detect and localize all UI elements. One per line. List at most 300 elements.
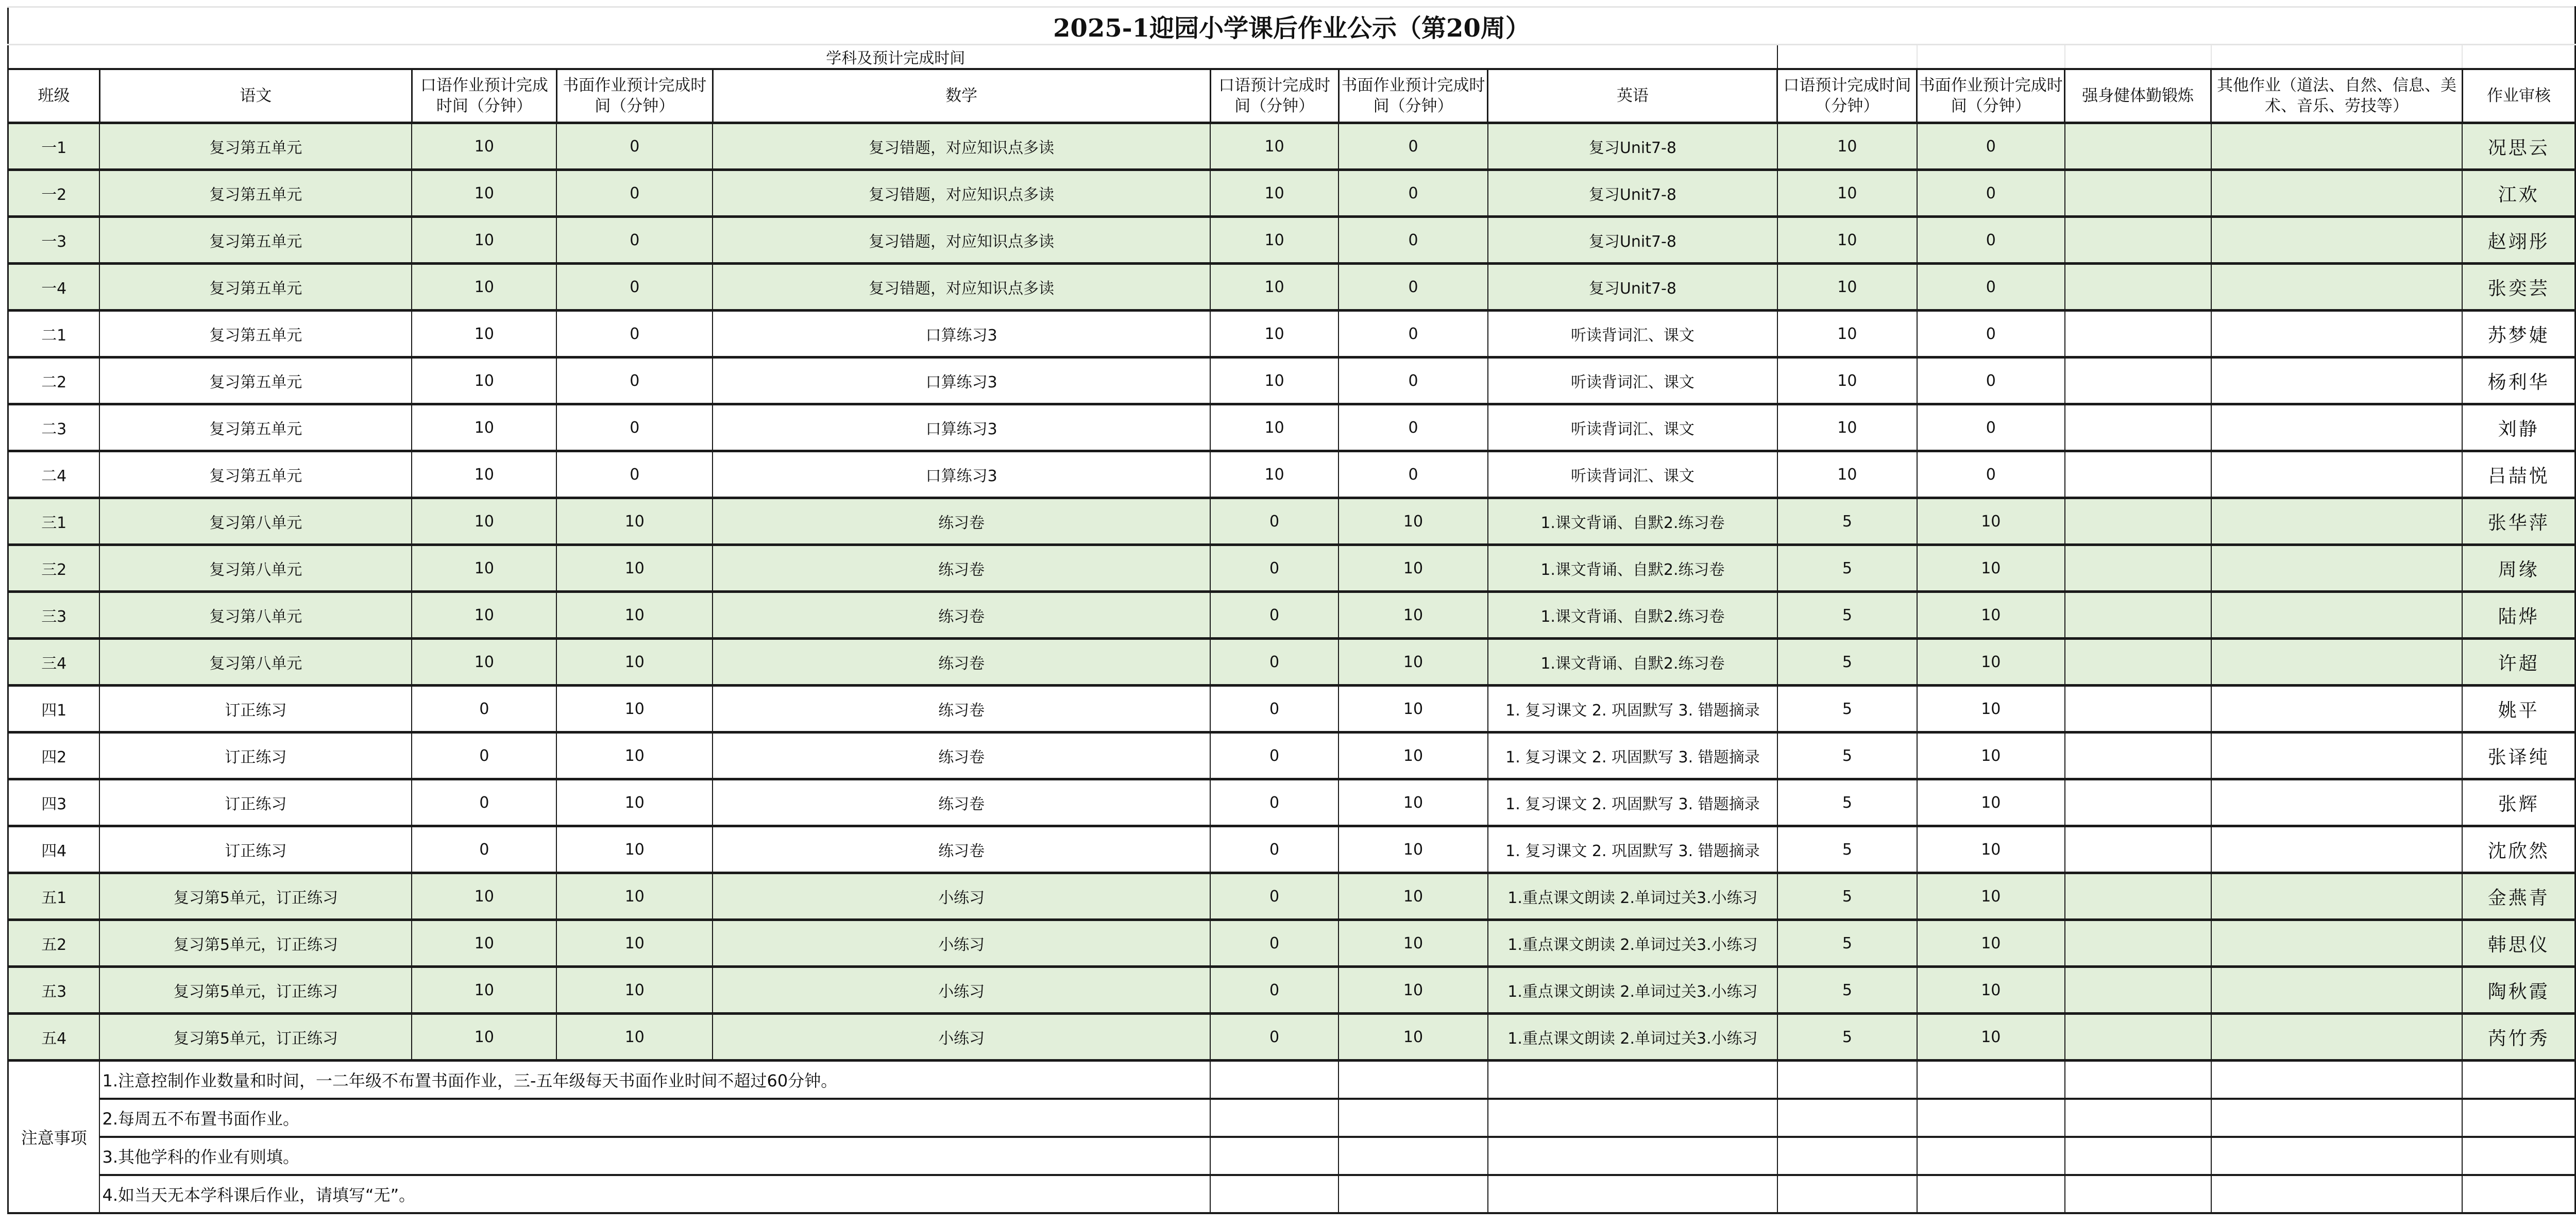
- empty-note-cell[interactable]: [1338, 1137, 1488, 1175]
- math-cell[interactable]: 小练习: [713, 967, 1210, 1014]
- chinese-cell[interactable]: 复习第五单元: [99, 123, 412, 170]
- math-oral-cell[interactable]: 0: [1210, 639, 1338, 686]
- math-written-cell[interactable]: 0: [1338, 357, 1488, 404]
- math-oral-cell[interactable]: 0: [1210, 1014, 1338, 1061]
- reviewer-cell[interactable]: 江欢: [2462, 170, 2575, 217]
- english-cell[interactable]: 1. 复习课文 2. 巩固默写 3. 错题摘录: [1488, 733, 1777, 779]
- english-cell[interactable]: 1.课文背诵、自默2.练习卷: [1488, 545, 1777, 592]
- math-cell[interactable]: 复习错题，对应知识点多读: [713, 264, 1210, 311]
- english-cell[interactable]: 1.课文背诵、自默2.练习卷: [1488, 498, 1777, 545]
- english-oral-cell[interactable]: 10: [1777, 170, 1917, 217]
- english-oral-cell[interactable]: 10: [1777, 357, 1917, 404]
- exercise-cell[interactable]: [2065, 451, 2211, 498]
- table-row: [8, 498, 2575, 545]
- chinese-written-cell[interactable]: 10: [556, 545, 713, 592]
- empty-note-cell[interactable]: [1488, 1137, 1777, 1175]
- chinese-oral-cell[interactable]: 10: [412, 967, 556, 1014]
- chinese-written-cell[interactable]: 10: [556, 779, 713, 826]
- chinese-written-cell[interactable]: 10: [556, 592, 713, 639]
- empty-note-cell[interactable]: [1210, 1175, 1338, 1213]
- math-cell[interactable]: 口算练习3: [713, 357, 1210, 404]
- math-cell[interactable]: 复习错题，对应知识点多读: [713, 170, 1210, 217]
- class-cell[interactable]: 二2: [8, 357, 100, 404]
- english-written-cell[interactable]: 0: [1917, 451, 2065, 498]
- chinese-cell[interactable]: 订正练习: [99, 779, 412, 826]
- other-cell[interactable]: [2211, 826, 2463, 873]
- math-written-cell[interactable]: 0: [1338, 404, 1488, 451]
- chinese-oral-cell[interactable]: 10: [412, 592, 556, 639]
- reviewer-cell[interactable]: 吕喆悦: [2462, 451, 2575, 498]
- empty-note-cell[interactable]: [1777, 1137, 1917, 1175]
- english-oral-cell[interactable]: 10: [1777, 264, 1917, 311]
- math-written-cell[interactable]: 10: [1338, 592, 1488, 639]
- empty-note-cell[interactable]: [2462, 1099, 2575, 1137]
- english-oral-cell[interactable]: 5: [1777, 545, 1917, 592]
- english-cell[interactable]: 1.重点课文朗读 2.单词过关3.小练习: [1488, 920, 1777, 967]
- math-oral-cell[interactable]: 10: [1210, 123, 1338, 170]
- table-row: [8, 451, 2575, 498]
- reviewer-cell[interactable]: 芮竹秀: [2462, 1014, 2575, 1061]
- english-written-cell[interactable]: 10: [1917, 826, 2065, 873]
- other-cell[interactable]: [2211, 498, 2463, 545]
- empty-note-cell[interactable]: [1777, 1061, 1917, 1099]
- class-cell[interactable]: 三4: [8, 639, 100, 686]
- math-oral-cell[interactable]: 0: [1210, 733, 1338, 779]
- chinese-cell[interactable]: 复习第八单元: [99, 639, 412, 686]
- math-written-cell[interactable]: 0: [1338, 264, 1488, 311]
- english-oral-cell[interactable]: 5: [1777, 967, 1917, 1014]
- chinese-written-cell[interactable]: 0: [556, 264, 713, 311]
- english-oral-cell[interactable]: 10: [1777, 404, 1917, 451]
- math-cell[interactable]: 复习错题，对应知识点多读: [713, 217, 1210, 264]
- chinese-cell[interactable]: 订正练习: [99, 826, 412, 873]
- english-written-cell[interactable]: 0: [1917, 311, 2065, 357]
- chinese-written-cell[interactable]: 0: [556, 311, 713, 357]
- chinese-cell[interactable]: 复习第八单元: [99, 592, 412, 639]
- exercise-cell[interactable]: [2065, 123, 2211, 170]
- chinese-oral-cell[interactable]: 10: [412, 311, 556, 357]
- chinese-oral-cell[interactable]: 0: [412, 779, 556, 826]
- english-oral-cell[interactable]: 5: [1777, 826, 1917, 873]
- math-written-cell[interactable]: 10: [1338, 967, 1488, 1014]
- other-cell[interactable]: [2211, 967, 2463, 1014]
- math-cell[interactable]: 练习卷: [713, 639, 1210, 686]
- exercise-cell[interactable]: [2065, 826, 2211, 873]
- other-cell[interactable]: [2211, 123, 2463, 170]
- chinese-written-cell[interactable]: 10: [556, 1014, 713, 1061]
- chinese-written-cell[interactable]: 0: [556, 123, 713, 170]
- english-written-cell[interactable]: 10: [1917, 920, 2065, 967]
- english-oral-cell[interactable]: 5: [1777, 686, 1917, 733]
- exercise-cell[interactable]: [2065, 733, 2211, 779]
- english-cell[interactable]: 1.重点课文朗读 2.单词过关3.小练习: [1488, 873, 1777, 920]
- math-cell[interactable]: 练习卷: [713, 686, 1210, 733]
- math-cell[interactable]: 复习错题，对应知识点多读: [713, 123, 1210, 170]
- english-oral-cell[interactable]: 5: [1777, 639, 1917, 686]
- exercise-cell[interactable]: [2065, 264, 2211, 311]
- reviewer-cell[interactable]: 沈欣然: [2462, 826, 2575, 873]
- class-cell[interactable]: 一4: [8, 264, 100, 311]
- chinese-oral-cell[interactable]: 10: [412, 217, 556, 264]
- chinese-oral-cell[interactable]: 0: [412, 733, 556, 779]
- exercise-cell[interactable]: [2065, 217, 2211, 264]
- class-cell[interactable]: 二4: [8, 451, 100, 498]
- empty-note-cell[interactable]: [2211, 1099, 2463, 1137]
- math-cell[interactable]: 练习卷: [713, 733, 1210, 779]
- other-cell[interactable]: [2211, 733, 2463, 779]
- exercise-cell[interactable]: [2065, 639, 2211, 686]
- reviewer-cell[interactable]: 刘静: [2462, 404, 2575, 451]
- class-cell[interactable]: 三1: [8, 498, 100, 545]
- english-written-cell[interactable]: 0: [1917, 357, 2065, 404]
- english-cell[interactable]: 1. 复习课文 2. 巩固默写 3. 错题摘录: [1488, 686, 1777, 733]
- chinese-oral-cell[interactable]: 10: [412, 123, 556, 170]
- math-cell[interactable]: 口算练习3: [713, 311, 1210, 357]
- english-written-cell[interactable]: 10: [1917, 498, 2065, 545]
- reviewer-cell[interactable]: 张华萍: [2462, 498, 2575, 545]
- empty-note-cell[interactable]: [1917, 1175, 2065, 1213]
- header-math-oral: 口语预计完成时间（分钟）: [1210, 69, 1338, 123]
- empty-note-cell[interactable]: [2065, 1175, 2211, 1213]
- math-written-cell[interactable]: 0: [1338, 311, 1488, 357]
- table-row: [8, 170, 2575, 217]
- math-oral-cell[interactable]: 0: [1210, 826, 1338, 873]
- math-written-cell[interactable]: 10: [1338, 1014, 1488, 1061]
- exercise-cell[interactable]: [2065, 686, 2211, 733]
- exercise-cell[interactable]: [2065, 1014, 2211, 1061]
- english-written-cell[interactable]: 0: [1917, 123, 2065, 170]
- english-cell[interactable]: 复习Unit7-8: [1488, 170, 1777, 217]
- exercise-cell[interactable]: [2065, 920, 2211, 967]
- chinese-written-cell[interactable]: 10: [556, 686, 713, 733]
- math-cell[interactable]: 练习卷: [713, 592, 1210, 639]
- math-written-cell[interactable]: 0: [1338, 451, 1488, 498]
- math-written-cell[interactable]: 10: [1338, 639, 1488, 686]
- other-cell[interactable]: [2211, 686, 2463, 733]
- english-oral-cell[interactable]: 5: [1777, 498, 1917, 545]
- other-cell[interactable]: [2211, 1014, 2463, 1061]
- english-oral-cell[interactable]: 5: [1777, 873, 1917, 920]
- empty-note-cell[interactable]: [2065, 1061, 2211, 1099]
- english-cell[interactable]: 听读背词汇、课文: [1488, 311, 1777, 357]
- other-cell[interactable]: [2211, 451, 2463, 498]
- math-cell[interactable]: 练习卷: [713, 545, 1210, 592]
- chinese-written-cell[interactable]: 10: [556, 967, 713, 1014]
- english-oral-cell[interactable]: 10: [1777, 451, 1917, 498]
- english-cell[interactable]: 1. 复习课文 2. 巩固默写 3. 错题摘录: [1488, 779, 1777, 826]
- empty-note-cell[interactable]: [1917, 1137, 2065, 1175]
- class-cell[interactable]: 五4: [8, 1014, 100, 1061]
- math-written-cell[interactable]: 10: [1338, 826, 1488, 873]
- empty-note-cell[interactable]: [1338, 1099, 1488, 1137]
- english-written-cell[interactable]: 10: [1917, 1014, 2065, 1061]
- class-cell[interactable]: 五1: [8, 873, 100, 920]
- english-cell[interactable]: 1.重点课文朗读 2.单词过关3.小练习: [1488, 1014, 1777, 1061]
- math-oral-cell[interactable]: 10: [1210, 311, 1338, 357]
- chinese-cell[interactable]: 复习第八单元: [99, 498, 412, 545]
- english-written-cell[interactable]: 10: [1917, 733, 2065, 779]
- chinese-oral-cell[interactable]: 10: [412, 264, 556, 311]
- chinese-written-cell[interactable]: 10: [556, 920, 713, 967]
- other-cell[interactable]: [2211, 170, 2463, 217]
- math-cell[interactable]: 口算练习3: [713, 451, 1210, 498]
- english-cell[interactable]: 1.重点课文朗读 2.单词过关3.小练习: [1488, 967, 1777, 1014]
- chinese-cell[interactable]: 复习第八单元: [99, 545, 412, 592]
- chinese-oral-cell[interactable]: 10: [412, 357, 556, 404]
- math-cell[interactable]: 练习卷: [713, 826, 1210, 873]
- reviewer-cell[interactable]: 张奕芸: [2462, 264, 2575, 311]
- chinese-cell[interactable]: 复习第5单元，订正练习: [99, 1014, 412, 1061]
- class-cell[interactable]: 四2: [8, 733, 100, 779]
- empty-note-cell[interactable]: [1777, 1175, 1917, 1213]
- chinese-oral-cell[interactable]: 0: [412, 686, 556, 733]
- reviewer-cell[interactable]: 陆烨: [2462, 592, 2575, 639]
- math-written-cell[interactable]: 0: [1338, 217, 1488, 264]
- other-cell[interactable]: [2211, 920, 2463, 967]
- english-oral-cell[interactable]: 5: [1777, 920, 1917, 967]
- chinese-cell[interactable]: 复习第5单元，订正练习: [99, 920, 412, 967]
- math-oral-cell[interactable]: 0: [1210, 686, 1338, 733]
- english-oral-cell[interactable]: 10: [1777, 217, 1917, 264]
- math-written-cell[interactable]: 0: [1338, 123, 1488, 170]
- notes-row: [8, 1061, 2575, 1099]
- math-oral-cell[interactable]: 10: [1210, 451, 1338, 498]
- reviewer-cell[interactable]: 杨利华: [2462, 357, 2575, 404]
- empty-note-cell[interactable]: [2211, 1175, 2463, 1213]
- math-written-cell[interactable]: 0: [1338, 170, 1488, 217]
- class-cell[interactable]: 四4: [8, 826, 100, 873]
- other-cell[interactable]: [2211, 545, 2463, 592]
- english-oral-cell[interactable]: 5: [1777, 592, 1917, 639]
- exercise-cell[interactable]: [2065, 967, 2211, 1014]
- math-written-cell[interactable]: 10: [1338, 545, 1488, 592]
- chinese-cell[interactable]: 复习第五单元: [99, 170, 412, 217]
- english-written-cell[interactable]: 10: [1917, 639, 2065, 686]
- chinese-oral-cell[interactable]: 10: [412, 639, 556, 686]
- class-cell[interactable]: 二3: [8, 404, 100, 451]
- english-oral-cell[interactable]: 5: [1777, 733, 1917, 779]
- chinese-written-cell[interactable]: 0: [556, 217, 713, 264]
- math-oral-cell[interactable]: 0: [1210, 967, 1338, 1014]
- empty-note-cell[interactable]: [1338, 1175, 1488, 1213]
- english-written-cell[interactable]: 10: [1917, 779, 2065, 826]
- english-written-cell[interactable]: 0: [1917, 217, 2065, 264]
- reviewer-cell[interactable]: 姚平: [2462, 686, 2575, 733]
- math-cell[interactable]: 练习卷: [713, 498, 1210, 545]
- chinese-cell[interactable]: 复习第5单元，订正练习: [99, 873, 412, 920]
- exercise-cell[interactable]: [2065, 498, 2211, 545]
- other-cell[interactable]: [2211, 311, 2463, 357]
- math-oral-cell[interactable]: 0: [1210, 498, 1338, 545]
- empty-note-cell[interactable]: [2462, 1061, 2575, 1099]
- exercise-cell[interactable]: [2065, 357, 2211, 404]
- empty-note-cell[interactable]: [1488, 1061, 1777, 1099]
- empty-note-cell[interactable]: [1210, 1137, 1338, 1175]
- math-oral-cell[interactable]: 10: [1210, 357, 1338, 404]
- chinese-cell[interactable]: 复习第五单元: [99, 357, 412, 404]
- reviewer-cell[interactable]: 陶秋霞: [2462, 967, 2575, 1014]
- chinese-oral-cell[interactable]: 0: [412, 826, 556, 873]
- math-written-cell[interactable]: 10: [1338, 686, 1488, 733]
- english-written-cell[interactable]: 0: [1917, 404, 2065, 451]
- math-written-cell[interactable]: 10: [1338, 498, 1488, 545]
- chinese-written-cell[interactable]: 10: [556, 826, 713, 873]
- english-written-cell[interactable]: 10: [1917, 592, 2065, 639]
- chinese-oral-cell[interactable]: 10: [412, 404, 556, 451]
- math-oral-cell[interactable]: 0: [1210, 779, 1338, 826]
- english-cell[interactable]: 复习Unit7-8: [1488, 264, 1777, 311]
- math-cell[interactable]: 小练习: [713, 1014, 1210, 1061]
- exercise-cell[interactable]: [2065, 311, 2211, 357]
- english-written-cell[interactable]: 10: [1917, 686, 2065, 733]
- class-cell[interactable]: 三3: [8, 592, 100, 639]
- empty-note-cell[interactable]: [2065, 1137, 2211, 1175]
- exercise-cell[interactable]: [2065, 404, 2211, 451]
- chinese-written-cell[interactable]: 10: [556, 498, 713, 545]
- english-cell[interactable]: 听读背词汇、课文: [1488, 404, 1777, 451]
- chinese-cell[interactable]: 复习第五单元: [99, 404, 412, 451]
- empty-note-cell[interactable]: [1488, 1175, 1777, 1213]
- empty-note-cell[interactable]: [1338, 1061, 1488, 1099]
- chinese-oral-cell[interactable]: 10: [412, 873, 556, 920]
- math-oral-cell[interactable]: 10: [1210, 170, 1338, 217]
- class-cell[interactable]: 一3: [8, 217, 100, 264]
- other-cell[interactable]: [2211, 779, 2463, 826]
- other-cell[interactable]: [2211, 592, 2463, 639]
- class-cell[interactable]: 四3: [8, 779, 100, 826]
- chinese-cell[interactable]: 复习第五单元: [99, 264, 412, 311]
- chinese-cell[interactable]: 复习第5单元，订正练习: [99, 967, 412, 1014]
- class-cell[interactable]: 三2: [8, 545, 100, 592]
- english-written-cell[interactable]: 0: [1917, 170, 2065, 217]
- reviewer-cell[interactable]: 况思云: [2462, 123, 2575, 170]
- class-cell[interactable]: 五2: [8, 920, 100, 967]
- chinese-written-cell[interactable]: 10: [556, 639, 713, 686]
- reviewer-cell[interactable]: 金燕青: [2462, 873, 2575, 920]
- chinese-written-cell[interactable]: 10: [556, 873, 713, 920]
- english-oral-cell[interactable]: 10: [1777, 311, 1917, 357]
- empty-note-cell[interactable]: [2211, 1137, 2463, 1175]
- other-cell[interactable]: [2211, 873, 2463, 920]
- chinese-oral-cell[interactable]: 10: [412, 1014, 556, 1061]
- reviewer-cell[interactable]: 苏梦婕: [2462, 311, 2575, 357]
- other-cell[interactable]: [2211, 404, 2463, 451]
- empty-note-cell[interactable]: [2462, 1175, 2575, 1213]
- english-written-cell[interactable]: 10: [1917, 545, 2065, 592]
- math-oral-cell[interactable]: 0: [1210, 920, 1338, 967]
- english-written-cell[interactable]: 0: [1917, 264, 2065, 311]
- reviewer-cell[interactable]: 韩思仪: [2462, 920, 2575, 967]
- chinese-oral-cell[interactable]: 10: [412, 451, 556, 498]
- table-row: [8, 311, 2575, 357]
- math-oral-cell[interactable]: 10: [1210, 404, 1338, 451]
- reviewer-cell[interactable]: 周缘: [2462, 545, 2575, 592]
- header-chinese-written: 书面作业预计完成时间（分钟）: [556, 69, 713, 123]
- class-cell[interactable]: 四1: [8, 686, 100, 733]
- exercise-cell[interactable]: [2065, 873, 2211, 920]
- chinese-written-cell[interactable]: 0: [556, 170, 713, 217]
- chinese-cell[interactable]: 复习第五单元: [99, 451, 412, 498]
- math-cell[interactable]: 口算练习3: [713, 404, 1210, 451]
- empty-note-cell[interactable]: [2211, 1061, 2463, 1099]
- other-cell[interactable]: [2211, 639, 2463, 686]
- exercise-cell[interactable]: [2065, 779, 2211, 826]
- math-written-cell[interactable]: 10: [1338, 873, 1488, 920]
- english-cell[interactable]: 听读背词汇、课文: [1488, 451, 1777, 498]
- math-cell[interactable]: 小练习: [713, 873, 1210, 920]
- reviewer-cell[interactable]: 张辉: [2462, 779, 2575, 826]
- exercise-cell[interactable]: [2065, 170, 2211, 217]
- math-written-cell[interactable]: 10: [1338, 733, 1488, 779]
- english-oral-cell[interactable]: 10: [1777, 123, 1917, 170]
- class-cell[interactable]: 一1: [8, 123, 100, 170]
- empty-note-cell[interactable]: [2462, 1137, 2575, 1175]
- english-cell[interactable]: 1.课文背诵、自默2.练习卷: [1488, 592, 1777, 639]
- english-oral-cell[interactable]: 5: [1777, 779, 1917, 826]
- english-written-cell[interactable]: 10: [1917, 967, 2065, 1014]
- math-written-cell[interactable]: 10: [1338, 920, 1488, 967]
- empty-note-cell[interactable]: [2065, 1099, 2211, 1137]
- math-oral-cell[interactable]: 10: [1210, 217, 1338, 264]
- math-cell[interactable]: 练习卷: [713, 779, 1210, 826]
- exercise-cell[interactable]: [2065, 592, 2211, 639]
- chinese-oral-cell[interactable]: 10: [412, 498, 556, 545]
- chinese-oral-cell[interactable]: 10: [412, 545, 556, 592]
- reviewer-cell[interactable]: 张译纯: [2462, 733, 2575, 779]
- chinese-written-cell[interactable]: 0: [556, 357, 713, 404]
- english-written-cell[interactable]: 10: [1917, 873, 2065, 920]
- class-cell[interactable]: 一2: [8, 170, 100, 217]
- chinese-cell[interactable]: 订正练习: [99, 686, 412, 733]
- other-cell[interactable]: [2211, 217, 2463, 264]
- english-cell[interactable]: 1.课文背诵、自默2.练习卷: [1488, 639, 1777, 686]
- other-cell[interactable]: [2211, 357, 2463, 404]
- english-oral-cell[interactable]: 5: [1777, 1014, 1917, 1061]
- english-cell[interactable]: 1. 复习课文 2. 巩固默写 3. 错题摘录: [1488, 826, 1777, 873]
- math-cell[interactable]: 小练习: [713, 920, 1210, 967]
- chinese-cell[interactable]: 复习第五单元: [99, 217, 412, 264]
- math-oral-cell[interactable]: 0: [1210, 545, 1338, 592]
- chinese-oral-cell[interactable]: 10: [412, 920, 556, 967]
- reviewer-cell[interactable]: 许超: [2462, 639, 2575, 686]
- chinese-written-cell[interactable]: 10: [556, 733, 713, 779]
- empty-note-cell[interactable]: [1777, 1099, 1917, 1137]
- empty-note-cell[interactable]: [1210, 1099, 1338, 1137]
- reviewer-cell[interactable]: 赵翊彤: [2462, 217, 2575, 264]
- empty-note-cell[interactable]: [1210, 1061, 1338, 1099]
- math-oral-cell[interactable]: 10: [1210, 264, 1338, 311]
- other-cell[interactable]: [2211, 264, 2463, 311]
- note-item: 4.如当天无本学科课后作业，请填写“无”。: [99, 1175, 1210, 1213]
- exercise-cell[interactable]: [2065, 545, 2211, 592]
- math-oral-cell[interactable]: 0: [1210, 592, 1338, 639]
- chinese-written-cell[interactable]: 0: [556, 451, 713, 498]
- class-cell[interactable]: 二1: [8, 311, 100, 357]
- empty-note-cell[interactable]: [1917, 1099, 2065, 1137]
- class-cell[interactable]: 五3: [8, 967, 100, 1014]
- chinese-cell[interactable]: 复习第五单元: [99, 311, 412, 357]
- english-cell[interactable]: 复习Unit7-8: [1488, 217, 1777, 264]
- empty-note-cell[interactable]: [1917, 1061, 2065, 1099]
- english-cell[interactable]: 复习Unit7-8: [1488, 123, 1777, 170]
- math-written-cell[interactable]: 10: [1338, 779, 1488, 826]
- math-oral-cell[interactable]: 0: [1210, 873, 1338, 920]
- chinese-written-cell[interactable]: 0: [556, 404, 713, 451]
- chinese-oral-cell[interactable]: 10: [412, 170, 556, 217]
- chinese-cell[interactable]: 订正练习: [99, 733, 412, 779]
- empty-note-cell[interactable]: [1488, 1099, 1777, 1137]
- english-cell[interactable]: 听读背词汇、课文: [1488, 357, 1777, 404]
